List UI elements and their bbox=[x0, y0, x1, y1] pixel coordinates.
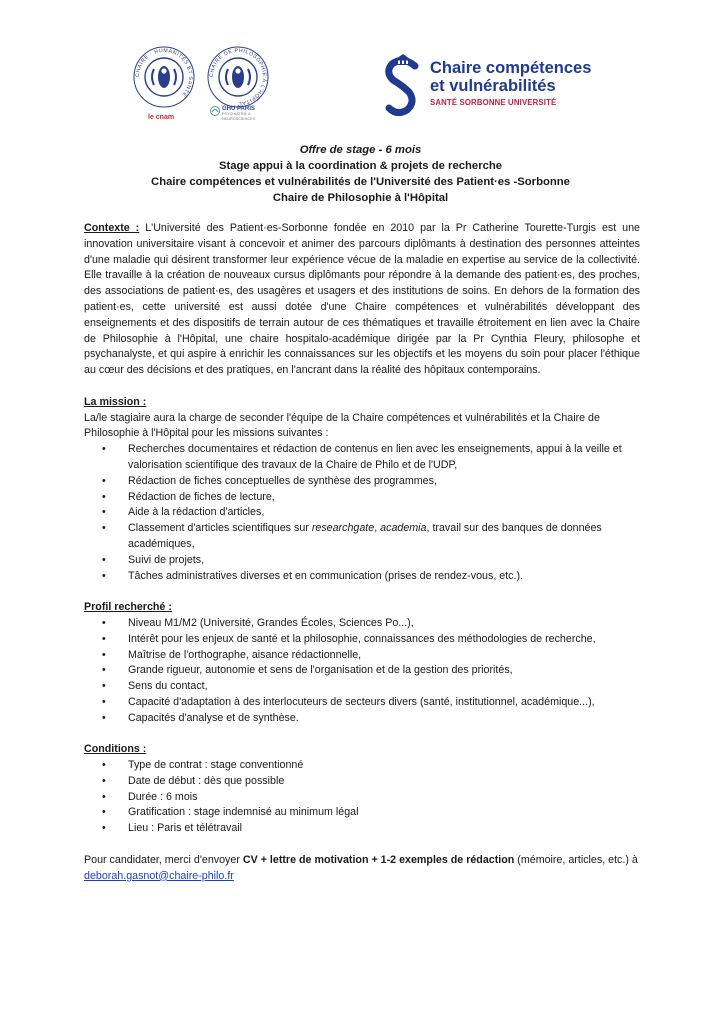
ghu-sub-2: NEUROSCIENCES bbox=[222, 116, 256, 121]
mission-label: La mission : bbox=[84, 395, 147, 408]
apply-text-before: Pour candidater, merci d'envoyer bbox=[84, 853, 243, 866]
brand-s-mark-icon bbox=[383, 50, 423, 120]
context-text: L'Université des Patient·es-Sorbonne fondée en 2010 par la Pr Catherine Tourette-Turgis est une innovation universitaire visant à concevoir et animer des parcours diplômants à destination des personnes atteintes d'une maladie qui désirent transformer leur expérience vécue de la maladie en expertise au service de la collectivité. Elle travaille à la création de nouveaux cursus diplômants pour répondre à la demande des patient·es, des proches, des associations de patient·es, des usagères et usagers et des institutions de soins. En dehors de la formation des patient·es, cette université est aussi dotée d'une Chaire compétences et vulnérabilités développant des enseignements et des dispositifs de terrain autour de ces thématiques et travaille étroitement en lien avec la Chaire de Philosophie à l'Hôpital, une chaire hospitalo-académique dirigée par la Pr Cynthia Fleury, philosophe et psychanalyste, et qui aspire à enrichir les connaissances sur les objectifs et les moyens du soin pour placer l'éthique au cœur des décisions et des pratiques, en l'ancrant dans la réalité des hôpitaux contemporains. bbox=[84, 222, 640, 377]
ghu-sub-1: PSYCHIATRIE & bbox=[222, 112, 251, 116]
ghu-leaf-icon bbox=[210, 106, 220, 116]
list-item: • Lieu : Paris et télétravail bbox=[102, 822, 243, 835]
list-item: • Rédaction de fiches conceptuelles de synthèse des programmes, bbox=[102, 474, 437, 487]
list-item: • Grande rigueur, autonomie et sens de l'organisation et de la gestion des priorités, bbox=[102, 664, 513, 677]
list-item: • Date de début : dès que possible bbox=[102, 774, 285, 787]
list-item: • Niveau M1/M2 (Université, Grandes Écoles, Sciences Po...), bbox=[102, 616, 414, 629]
mission-list bbox=[84, 442, 640, 584]
offer-title-block bbox=[0, 142, 721, 206]
svg-text:CHAIRE · HUMANITÉS ET SANTÉ: CHAIRE · HUMANITÉS ET SANTÉ bbox=[134, 47, 194, 98]
apply-text-after: (mémoire, articles, etc.) à bbox=[514, 853, 638, 866]
partner-logos bbox=[128, 40, 293, 132]
ghu-paris-logo bbox=[210, 106, 255, 121]
list-item: • Type de contrat : stage conventionné bbox=[102, 759, 304, 772]
offer-body bbox=[84, 221, 640, 884]
list-item: • Intérêt pour les enjeux de santé et la philosophie, connaissances des méthodologies de recherche, bbox=[102, 632, 596, 645]
list-item: • Capacité d'adaptation à des interlocuteurs de secteurs divers (santé, institutionnel, académique...), bbox=[102, 695, 595, 708]
brand-subtitle: SANTÉ SORBONNE UNIVERSITÉ bbox=[430, 98, 557, 107]
cnam-logo: le cnam bbox=[148, 114, 175, 121]
offer-organization: Chaire compétences et vulnérabilités de l'Université des Patient·es -Sorbonne bbox=[151, 176, 570, 188]
chaire-competences-logo bbox=[383, 50, 643, 120]
context-paragraph bbox=[84, 221, 640, 379]
list-item: • Maîtrise de l'orthographe, aisance rédactionnelle, bbox=[102, 648, 362, 661]
list-item: • Suivi de projets, bbox=[102, 553, 205, 566]
offer-subtitle: Stage appui à la coordination & projets de recherche bbox=[218, 160, 503, 172]
list-item: • Classement d'articles scientifiques sur researchgate, academia, travail sur des banques de données académiques, bbox=[102, 522, 602, 550]
brand-title-line-1: Chaire compétences bbox=[430, 59, 592, 77]
list-item: • Durée : 6 mois bbox=[102, 790, 198, 803]
offer-organization-2: Chaire de Philosophie à l'Hôpital bbox=[272, 192, 449, 204]
list-item: • Tâches administratives diverses et en communication (prises de rendez-vous, etc.). bbox=[102, 569, 524, 582]
conditions-label: Conditions : bbox=[84, 743, 147, 756]
profile-list bbox=[84, 616, 640, 727]
list-item: • Rédaction de fiches de lecture, bbox=[102, 490, 275, 503]
list-item: • Aide à la rédaction d'articles, bbox=[102, 506, 265, 519]
list-item: • Capacités d'analyse et de synthèse. bbox=[102, 711, 299, 724]
chaire-humanites-sante-seal-icon bbox=[132, 45, 196, 109]
offer-title: Offre de stage - 6 mois bbox=[299, 144, 422, 156]
profile-label: Profil recherché : bbox=[84, 601, 172, 614]
chaire-philosophie-hopital-seal-icon bbox=[206, 45, 270, 109]
list-item: • Sens du contact, bbox=[102, 680, 208, 693]
apply-documents: CV + lettre de motivation + 1-2 exemples de rédaction bbox=[242, 853, 515, 866]
brand-title-line-2: et vulnérabilités bbox=[430, 77, 556, 95]
context-label: Contexte : bbox=[84, 222, 140, 234]
apply-paragraph bbox=[84, 853, 640, 885]
list-item: • Recherches documentaires et rédaction de contenus en lien avec les enseignements, appui à la veille et valorisation scientifique des travaux de la Chaire de Philo et de l'UDP, bbox=[102, 443, 622, 471]
contact-email-link[interactable]: deborah.gasnot@chaire-philo.fr bbox=[84, 869, 234, 882]
conditions-list bbox=[84, 758, 640, 837]
ghu-name: GHU PARIS bbox=[222, 106, 255, 112]
mission-intro: La/le stagiaire aura la charge de seconder l'équipe de la Chaire compétences et vulnérabilités et la Chaire de Philosophie à l'Hôpital pour les missions suivantes : bbox=[84, 411, 600, 440]
list-item: • Gratification : stage indemnisé au minimum légal bbox=[102, 806, 359, 819]
svg-text:CHAIRE DE PHILOSOPHIE À L'HÔPI: CHAIRE DE PHILOSOPHIE À L'HÔPITAL bbox=[208, 47, 268, 107]
